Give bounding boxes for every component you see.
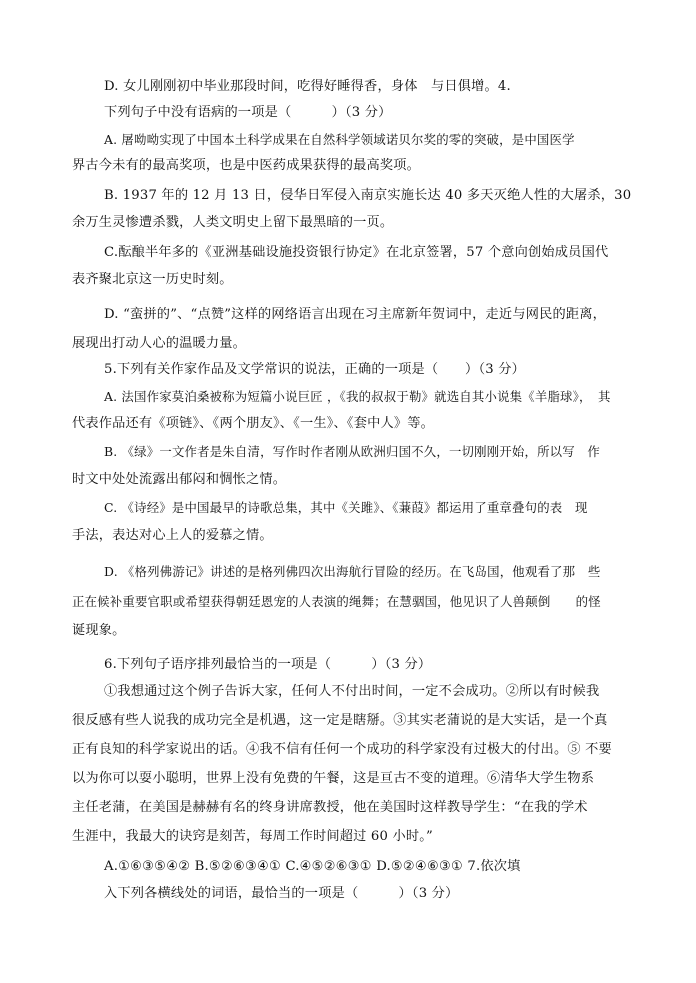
text-line-q5-option-b-1: B. 《绿》一文作者是朱自清，写作时作者刚从欧洲归国不久，一切刚刚开始，所以写 作	[104, 444, 601, 459]
text-line-q7-stem: 入下列各横线处的词语，最恰当的一项是（ ）（3 分）	[104, 886, 459, 901]
text-line-q4-stem: 下列句子中没有语病的一项是（ ）（3 分）	[104, 105, 392, 120]
text-line-q6-stem: 6.下列句子语序排列最恰当的一项是（ ）（3 分）	[104, 657, 432, 672]
text-line-q4-option-d-2: 展现出打动人心的温暖力量。	[72, 336, 247, 351]
text-line-q4-option-a-1: A. 屠呦呦实现了中国本土科学成果在自然科学领域诺贝尔奖的零的突破，是中国医学	[104, 132, 575, 147]
text-line-q5-option-a-1: A. 法国作家莫泊桑被称为短篇小说巨匠 ，《我的叔叔于勒》就选自其小说集《羊脂球》， 其	[104, 389, 611, 404]
text-line-q5-option-a-2: 代表作品还有《项链》、《两个朋友》、《一生》、《套中人》等。	[72, 416, 435, 431]
text-line-q6-passage-4: 以为你可以耍小聪明，世界上没有免费的午餐，这是亘古不变的道理。⑥清华大学生物系	[72, 771, 595, 786]
text-line-q6-options: A.①⑥③⑤④② B.⑤②⑥③④① C.④⑤②⑥③① D.⑤②④⑥③① 7.依次填	[104, 859, 521, 874]
text-line-q4-option-b-1: B. 1937 年的 12 月 13 日，侵华日军侵入南京实施长达 40 多天灭绝人性的大屠杀，30	[104, 188, 632, 203]
text-line-q5-option-d-3: 诞现象。	[72, 623, 126, 638]
text-line-q4-option-c-2: 表齐聚北京这一历史时刻。	[72, 272, 233, 287]
text-line-q5-option-d-2: 正在候补重要官职或希望获得朝廷恩宠的人表演的绳舞；在慧骃国，他见识了人兽颠倒 的怪	[72, 594, 601, 609]
text-line-q4-option-c-1: C.酝酿半年多的《亚洲基础设施投资银行协定》在北京签署，57 个意向创始成员国代	[104, 245, 609, 260]
text-line-q6-passage-3: 正有良知的科学家说出的话。④我不信有任何一个成功的科学家没有过极大的付出。⑤ 不要	[72, 742, 612, 757]
text-line-q6-passage-5: 主任老蒲，在美国是赫赫有名的终身讲席教授，他在美国时这样教导学生：“在我的学术	[72, 800, 588, 815]
text-line-q4-option-a-2: 界古今未有的最高奖项，也是中医药成果获得的最高奖项。	[72, 158, 421, 173]
text-line-q4-option-b-2: 余万生灵惨遭杀戮，人类文明史上留下最黑暗的一页。	[72, 215, 394, 230]
text-line-q4-option-d-1: D. “蛮拼的”、“点赞”这样的网络语言出现在习主席新年贺词中，走近与网民的距离，	[104, 307, 607, 322]
text-line-q6-passage-1: ①我想通过这个例子告诉大家，任何人不付出时间，一定不会成功。②所以有时候我	[104, 684, 600, 699]
text-line-q6-passage-2: 很反感有些人说我的成功完全是机遇，这一定是瞎掰。③其实老蒲说的是大实话，是一个真	[72, 713, 608, 728]
text-line-q5-option-d-1: D. 《格列佛游记》讲述的是格列佛四次出海航行冒险的经历。在飞岛国，他观看了那 些	[104, 564, 601, 579]
text-line-q6-passage-6: 生涯中，我最大的诀窍是刻苦，每周工作时间超过 60 小时。”	[72, 829, 433, 844]
text-line-q5-stem: 5.下列有关作家作品及文学常识的说法，正确的一项是（ ）（3 分）	[104, 362, 525, 377]
text-line-q3-option-d: D. 女儿刚刚初中毕业那段时间，吃得好睡得香，身体 与日俱增。4.	[104, 79, 511, 94]
text-line-q5-option-b-2: 时文中处处流露出郁闷和惆怅之情。	[72, 472, 287, 487]
text-line-q5-option-c-1: C. 《诗经》是中国最早的诗歌总集，其中《关雎》、《蒹葭》都运用了重章叠句的表 现	[104, 500, 588, 515]
text-line-q5-option-c-2: 手法，表达对心上人的爱慕之情。	[72, 528, 273, 543]
